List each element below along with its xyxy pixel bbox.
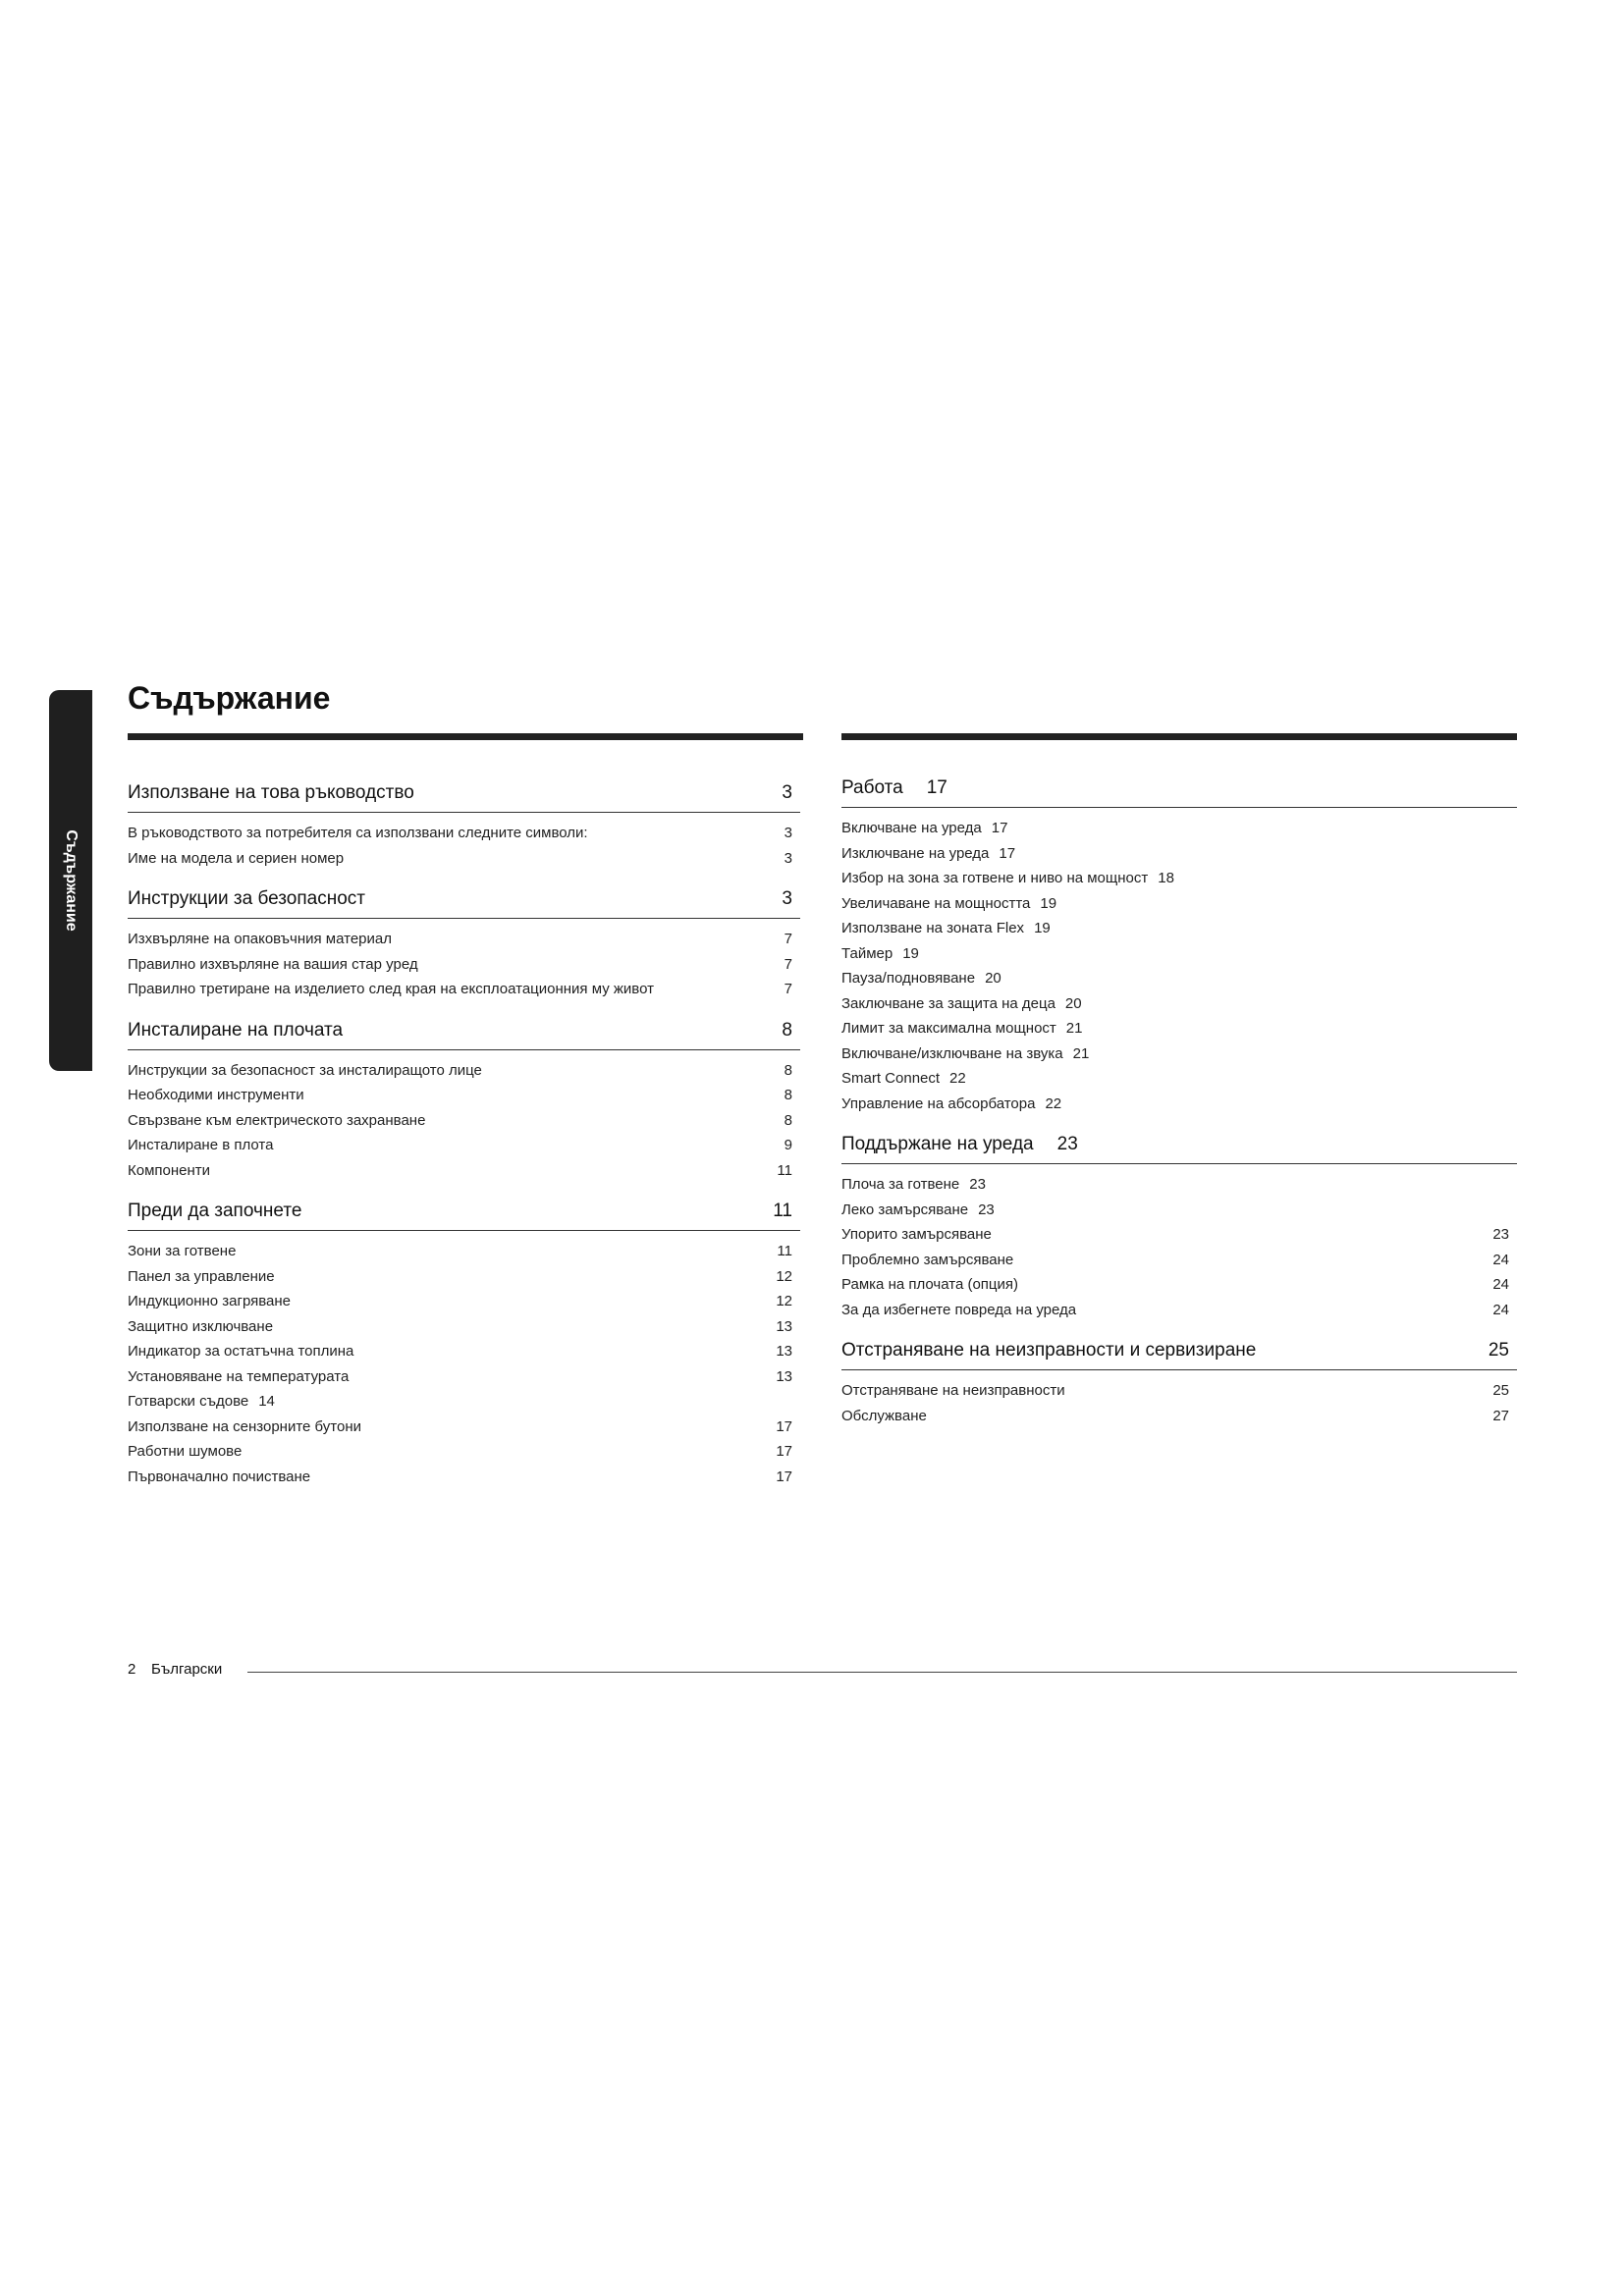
toc-section-heading[interactable] xyxy=(841,775,1517,808)
toc-entry[interactable] xyxy=(128,846,800,872)
toc-section-title: Преди да започнете xyxy=(128,1201,302,1221)
toc-entry-page: 17 xyxy=(776,1468,792,1485)
toc-item-list xyxy=(128,1058,800,1184)
toc-item-list xyxy=(128,927,800,1002)
toc-entry-text: Плоча за готвене xyxy=(841,1176,960,1193)
toc-entry-page: 7 xyxy=(784,931,792,947)
toc-entry-text: Увеличаване на мощността xyxy=(841,894,1031,912)
toc-section-heading[interactable] xyxy=(128,1018,800,1050)
footer-rule xyxy=(247,1672,1517,1673)
toc-entry[interactable] xyxy=(128,1239,800,1264)
toc-entry-page: 14 xyxy=(258,1393,275,1410)
toc-entry[interactable] xyxy=(128,1264,800,1290)
toc-entry-text: Използване на зоната Flex xyxy=(841,920,1025,936)
toc-entry[interactable] xyxy=(841,866,1517,891)
toc-entry[interactable] xyxy=(128,1364,800,1390)
toc-entry-text: Таймер xyxy=(841,944,893,962)
toc-entry-text: Компоненти xyxy=(128,1161,211,1179)
toc-entry[interactable] xyxy=(128,927,800,952)
toc-entry-text: Обслужване xyxy=(841,1407,927,1424)
toc-section-page: 25 xyxy=(1488,1340,1509,1361)
toc-entry-text: Необходими инструменти xyxy=(128,1087,304,1103)
toc-entry-text: Лимит за максимална мощност xyxy=(841,1020,1056,1037)
toc-entry[interactable] xyxy=(841,1222,1517,1248)
toc-section-title: Използване на това ръководство xyxy=(128,782,414,803)
toc-entry-page: 13 xyxy=(776,1317,792,1335)
toc-entry-page: 12 xyxy=(776,1267,792,1285)
toc-entry[interactable] xyxy=(841,816,1517,841)
toc-entry-page: 23 xyxy=(1492,1226,1509,1243)
toc-entry-page: 19 xyxy=(1040,894,1057,912)
toc-entry-text: Рамка на плочата (опция) xyxy=(841,1276,1018,1293)
toc-entry[interactable] xyxy=(841,966,1517,991)
toc-section xyxy=(841,1132,1517,1322)
toc-entry[interactable] xyxy=(841,1198,1517,1223)
toc-entry-text: Инструкции за безопасност за инсталиращото лице xyxy=(128,1061,482,1079)
toc-entry-text: Работни шумове xyxy=(128,1443,243,1460)
toc-entry-page: 8 xyxy=(784,1111,792,1129)
toc-entry-page: 19 xyxy=(1034,920,1051,936)
toc-entry-text: Отстраняване на неизправности xyxy=(841,1382,1065,1399)
toc-section xyxy=(841,775,1517,1116)
toc-item-list xyxy=(128,821,800,871)
toc-section-title: Инсталиране на плочата xyxy=(128,1019,344,1041)
toc-section-page: 17 xyxy=(926,777,947,798)
toc-entry-page: 13 xyxy=(776,1367,792,1385)
toc-entry[interactable] xyxy=(128,1339,800,1364)
toc-entry-page: 11 xyxy=(777,1161,792,1179)
toc-entry-page: 3 xyxy=(784,849,792,867)
toc-entry-text: Включване/изключване на звука xyxy=(841,1044,1063,1062)
toc-entry-text: Първоначално почистване xyxy=(128,1468,311,1485)
toc-entry-text: Упорито замърсяване xyxy=(841,1226,992,1243)
toc-entry[interactable] xyxy=(841,1378,1517,1404)
toc-entry-text: Проблемно замърсяване xyxy=(841,1251,1014,1268)
toc-entry[interactable] xyxy=(841,1016,1517,1041)
toc-entry-text: Пауза/подновяване xyxy=(841,970,976,987)
toc-section xyxy=(841,1338,1517,1428)
toc-entry-page: 23 xyxy=(969,1176,986,1193)
toc-entry-page: 21 xyxy=(1072,1044,1090,1062)
toc-entry-text: Изхвърляне на опаковъчния материал xyxy=(128,931,392,947)
toc-section xyxy=(128,1018,800,1184)
side-chapter-tab[interactable] xyxy=(49,690,92,1071)
toc-entry-page: 3 xyxy=(784,825,792,841)
toc-entry-page: 12 xyxy=(776,1293,792,1309)
toc-entry-text: Управление на абсорбатора xyxy=(841,1095,1036,1112)
toc-entry-page: 8 xyxy=(784,1087,792,1103)
toc-entry[interactable] xyxy=(128,1439,800,1465)
toc-entry[interactable] xyxy=(841,891,1517,917)
toc-item-list xyxy=(841,1378,1517,1428)
toc-entry[interactable] xyxy=(841,1298,1517,1323)
toc-entry-page: 13 xyxy=(776,1343,792,1360)
toc-entry-page: 8 xyxy=(784,1061,792,1079)
toc-section-page: 3 xyxy=(782,782,792,803)
toc-entry-text: Правилно изхвърляне на вашия стар уред xyxy=(128,955,418,973)
toc-section-title: Работа xyxy=(841,777,903,798)
toc-entry[interactable] xyxy=(841,941,1517,967)
toc-entry-text: Свързване към електрическото захранване xyxy=(128,1111,426,1129)
toc-entry-text: Използване на сензорните бутони xyxy=(128,1417,362,1435)
toc-section-page: 3 xyxy=(782,888,792,909)
toc-entry[interactable] xyxy=(841,916,1517,941)
toc-entry[interactable] xyxy=(128,1415,800,1440)
toc-entry-text: Правилно третиране на изделието след края на експлоатационния му живот xyxy=(128,981,654,997)
toc-section-page: 11 xyxy=(773,1201,792,1221)
toc-entry-text: Избор на зона за готвене и ниво на мощност xyxy=(841,870,1149,886)
toc-item-list xyxy=(128,1239,800,1489)
toc-entry-text: Индикатор за остатъчна топлина xyxy=(128,1343,354,1360)
toc-entry-page: 20 xyxy=(1064,994,1082,1012)
toc-entry-text: Име на модела и сериен номер xyxy=(128,849,345,867)
toc-entry[interactable] xyxy=(128,821,800,846)
toc-entry-text: Smart Connect xyxy=(841,1070,941,1087)
toc-entry-text: Зони за готвене xyxy=(128,1243,237,1259)
toc-entry[interactable] xyxy=(128,1158,800,1184)
toc-section-title: Отстраняване на неизправности и сервизиране xyxy=(841,1340,1257,1361)
toc-entry[interactable] xyxy=(128,1289,800,1314)
toc-entry[interactable] xyxy=(128,1133,800,1158)
toc-section-title: Инструкции за безопасност xyxy=(128,888,365,909)
toc-entry-page: 18 xyxy=(1158,870,1174,886)
toc-entry[interactable] xyxy=(128,977,800,1002)
toc-entry-page: 22 xyxy=(1045,1095,1062,1112)
top-rule-right xyxy=(841,733,1517,740)
page-title: Съдържание xyxy=(128,680,331,716)
toc-entry-page: 17 xyxy=(991,820,1008,836)
toc-entry-page: 20 xyxy=(985,970,1001,987)
toc-entry[interactable] xyxy=(841,1248,1517,1273)
toc-entry-page: 19 xyxy=(902,944,919,962)
toc-entry[interactable] xyxy=(841,991,1517,1017)
toc-section-heading[interactable] xyxy=(841,1132,1517,1164)
toc-section-title: Поддържане на уреда xyxy=(841,1134,1034,1154)
toc-entry-page: 11 xyxy=(777,1243,792,1259)
toc-entry-text: Заключване за защита на деца xyxy=(841,994,1056,1012)
toc-entry[interactable] xyxy=(128,1314,800,1340)
toc-entry[interactable] xyxy=(841,1404,1517,1429)
top-rule-left xyxy=(128,733,803,740)
toc-entry[interactable] xyxy=(841,1066,1517,1092)
toc-right-column xyxy=(841,775,1517,1428)
toc-entry-page: 22 xyxy=(949,1070,966,1087)
toc-entry-text: Панел за управление xyxy=(128,1267,275,1285)
toc-section-heading[interactable] xyxy=(128,780,800,813)
toc-entry-text: Установяване на температурата xyxy=(128,1367,350,1385)
toc-section-page: 23 xyxy=(1056,1134,1078,1154)
toc-entry-text: Индукционно загряване xyxy=(128,1293,292,1309)
toc-section xyxy=(128,886,800,1002)
toc-entry[interactable] xyxy=(128,1108,800,1134)
toc-entry[interactable] xyxy=(841,1092,1517,1117)
toc-item-list xyxy=(841,816,1517,1116)
toc-entry-page: 21 xyxy=(1065,1020,1083,1037)
toc-entry-text: В ръководството за потребителя са използвани следните символи: xyxy=(128,825,588,841)
toc-section xyxy=(128,1199,800,1489)
toc-entry[interactable] xyxy=(128,1389,800,1415)
toc-entry-page: 17 xyxy=(776,1443,792,1460)
toc-entry-page: 17 xyxy=(999,844,1016,862)
toc-entry-page: 9 xyxy=(784,1137,792,1153)
toc-entry-page: 23 xyxy=(978,1201,995,1218)
toc-item-list xyxy=(841,1172,1517,1322)
toc-entry-text: Включване на уреда xyxy=(841,820,982,836)
toc-section-page: 8 xyxy=(782,1019,792,1041)
toc-entry-page: 25 xyxy=(1492,1382,1509,1399)
toc-entry-page: 24 xyxy=(1492,1251,1509,1268)
toc-entry-text: Леко замърсяване xyxy=(841,1201,969,1218)
toc-entry-text: Защитно изключване xyxy=(128,1317,274,1335)
toc-section-heading[interactable] xyxy=(128,886,800,919)
toc-entry[interactable] xyxy=(841,1041,1517,1067)
toc-entry-page: 7 xyxy=(784,981,792,997)
toc-entry-text: За да избегнете повреда на уреда xyxy=(841,1301,1077,1318)
footer-page-number: 2 xyxy=(128,1661,136,1678)
toc-entry-text: Инсталиране в плота xyxy=(128,1137,274,1153)
toc-section xyxy=(128,780,800,871)
toc-entry-page: 17 xyxy=(776,1417,792,1435)
toc-entry[interactable] xyxy=(841,1272,1517,1298)
toc-entry-page: 24 xyxy=(1492,1301,1509,1318)
toc-entry[interactable] xyxy=(128,1083,800,1108)
toc-entry[interactable] xyxy=(841,1172,1517,1198)
toc-entry-text: Изключване на уреда xyxy=(841,844,990,862)
toc-entry[interactable] xyxy=(128,1465,800,1490)
toc-section-heading[interactable] xyxy=(128,1199,800,1231)
toc-entry-page: 7 xyxy=(784,955,792,973)
side-tab-label: Съдържание xyxy=(63,829,80,932)
footer-language: Български xyxy=(151,1661,223,1678)
toc-entry-page: 27 xyxy=(1492,1407,1509,1424)
toc-entry[interactable] xyxy=(128,952,800,978)
toc-entry[interactable] xyxy=(841,841,1517,867)
toc-section-heading[interactable] xyxy=(841,1338,1517,1370)
toc-left-column xyxy=(128,780,800,1489)
toc-entry-page: 24 xyxy=(1492,1276,1509,1293)
toc-entry[interactable] xyxy=(128,1058,800,1084)
toc-entry-text: Готварски съдове xyxy=(128,1393,249,1410)
